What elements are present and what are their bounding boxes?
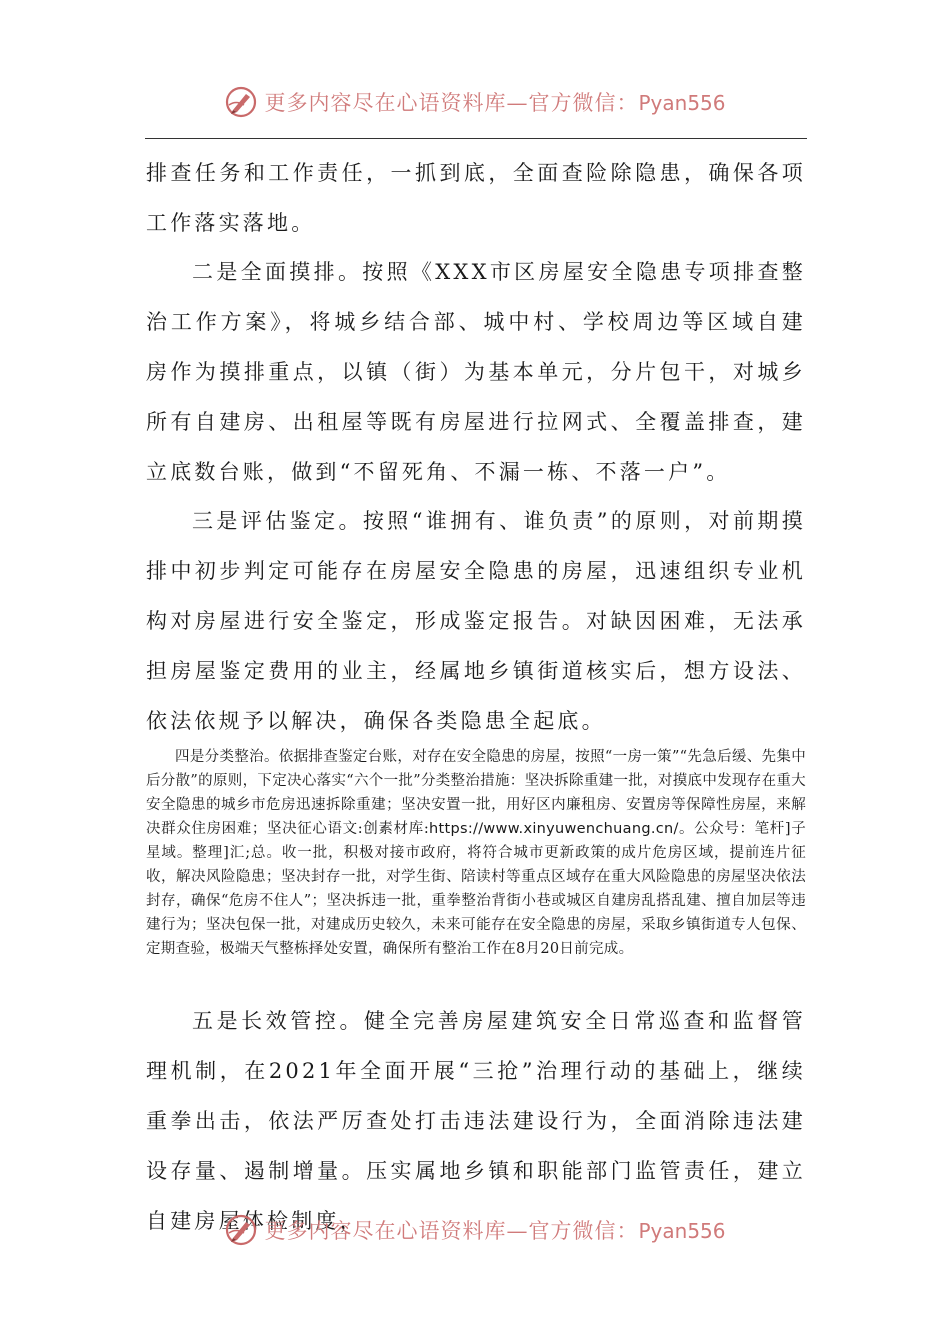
paragraph-classified-rectification — [146, 745, 806, 961]
header-banner-text — [264, 87, 725, 117]
paragraph-3-text: 三是评估鉴定。按照“谁拥有、谁负责”的原则，对前期摸排中初步判定可能存在房屋安全隐患的房屋，迅速组织专业机构对房屋进行安全鉴定，形成鉴定报告。对缺因困难，无法承担房屋鉴定费用的业主，经属地乡镇街道核实后，想方设法、依法依规予以解决，确保各类隐患全起底。 — [146, 509, 806, 733]
paragraph-assessment — [146, 496, 806, 746]
paragraph-full-survey — [146, 247, 806, 497]
header-banner — [0, 80, 950, 124]
source-url-link[interactable]: https://www.xinyuwenchuang.cn/ — [429, 821, 679, 837]
paragraph-2-text: 二是全面摸排。按照《XXX市区房屋安全隐患专项排查整治工作方案》，将城乡结合部、城中村、学校周边等区域自建房作为摸排重点，以镇（街）为基本单元，分片包干，对城乡所有自建房、出租屋等既有房屋进行拉网式、全覆盖排查，建立底数台账，做到“不留死角、不漏一栋、不落一户”。 — [146, 260, 806, 484]
paragraph-4-part-a: 四是分类整治。依据排查鉴定台账，对存在安全隐患的房屋，按照“一房一策”“先急后缓、先集中后分散”的原则，下定决心落实“六个一批”分类整治措施：坚决拆除重建一批，对摸底中发现存在重大安全隐患的城乡市危房迅速拆除重建；坚决安置一批，用好区内廉租房、安置房等保障性房屋，来解决群众住房困难；坚决征心语文:创素材库: — [146, 749, 806, 837]
header-divider — [145, 138, 807, 139]
paragraph-1-text: 排查任务和工作责任，一抓到底，全面查险除隐患，确保各项工作落实落地。 — [146, 161, 806, 235]
footer-banner-handle: Pyan556 — [638, 1219, 726, 1243]
paragraph-continuation — [146, 148, 806, 248]
footer-banner-label: 更多内容尽在心语资料库—官方微信： — [264, 1219, 639, 1243]
pen-logo-icon — [224, 1213, 258, 1247]
header-banner-label: 更多内容尽在心语资料库—官方微信： — [264, 91, 639, 115]
paragraph-5-text: 五是长效管控。健全完善房屋建筑安全日常巡查和监督管理机制，在2021年全面开展“三抢”治理行动的基础上，继续重拳出击，依法严厉查处打击违法建设行为，全面消除违法建设存量、遏制增量。压实属地乡镇和职能部门监管责任，建立自建房屋体检制度， — [146, 1009, 806, 1233]
paragraph-4-part-b: 。公众号：笔杆]子星域。整理]汇;总。收一批，积极对接市政府，将符合城市更新政策的成片危房区域，提前连片征收，解决风险隐患；坚决封存一批，对学生街、陪读村等重点区域存在重大风险隐患的房屋坚决依法封存，确保“危房不住人”；坚决拆违一批，重拳整治背街小巷或城区自建房乱搭乱建、擅自加层等违建行为；坚决包保一批，对建成历史较久，未来可能存在安全隐患的房屋，采取乡镇街道专人包保、定期查验，极端天气整栋择处安置，确保所有整治工作在8月20日前完成。 — [146, 821, 806, 957]
footer-banner-text — [264, 1215, 725, 1245]
pen-logo-icon — [224, 85, 258, 119]
footer-banner — [0, 1208, 950, 1252]
paragraph-4-text — [146, 745, 806, 961]
header-banner-handle: Pyan556 — [638, 91, 726, 115]
